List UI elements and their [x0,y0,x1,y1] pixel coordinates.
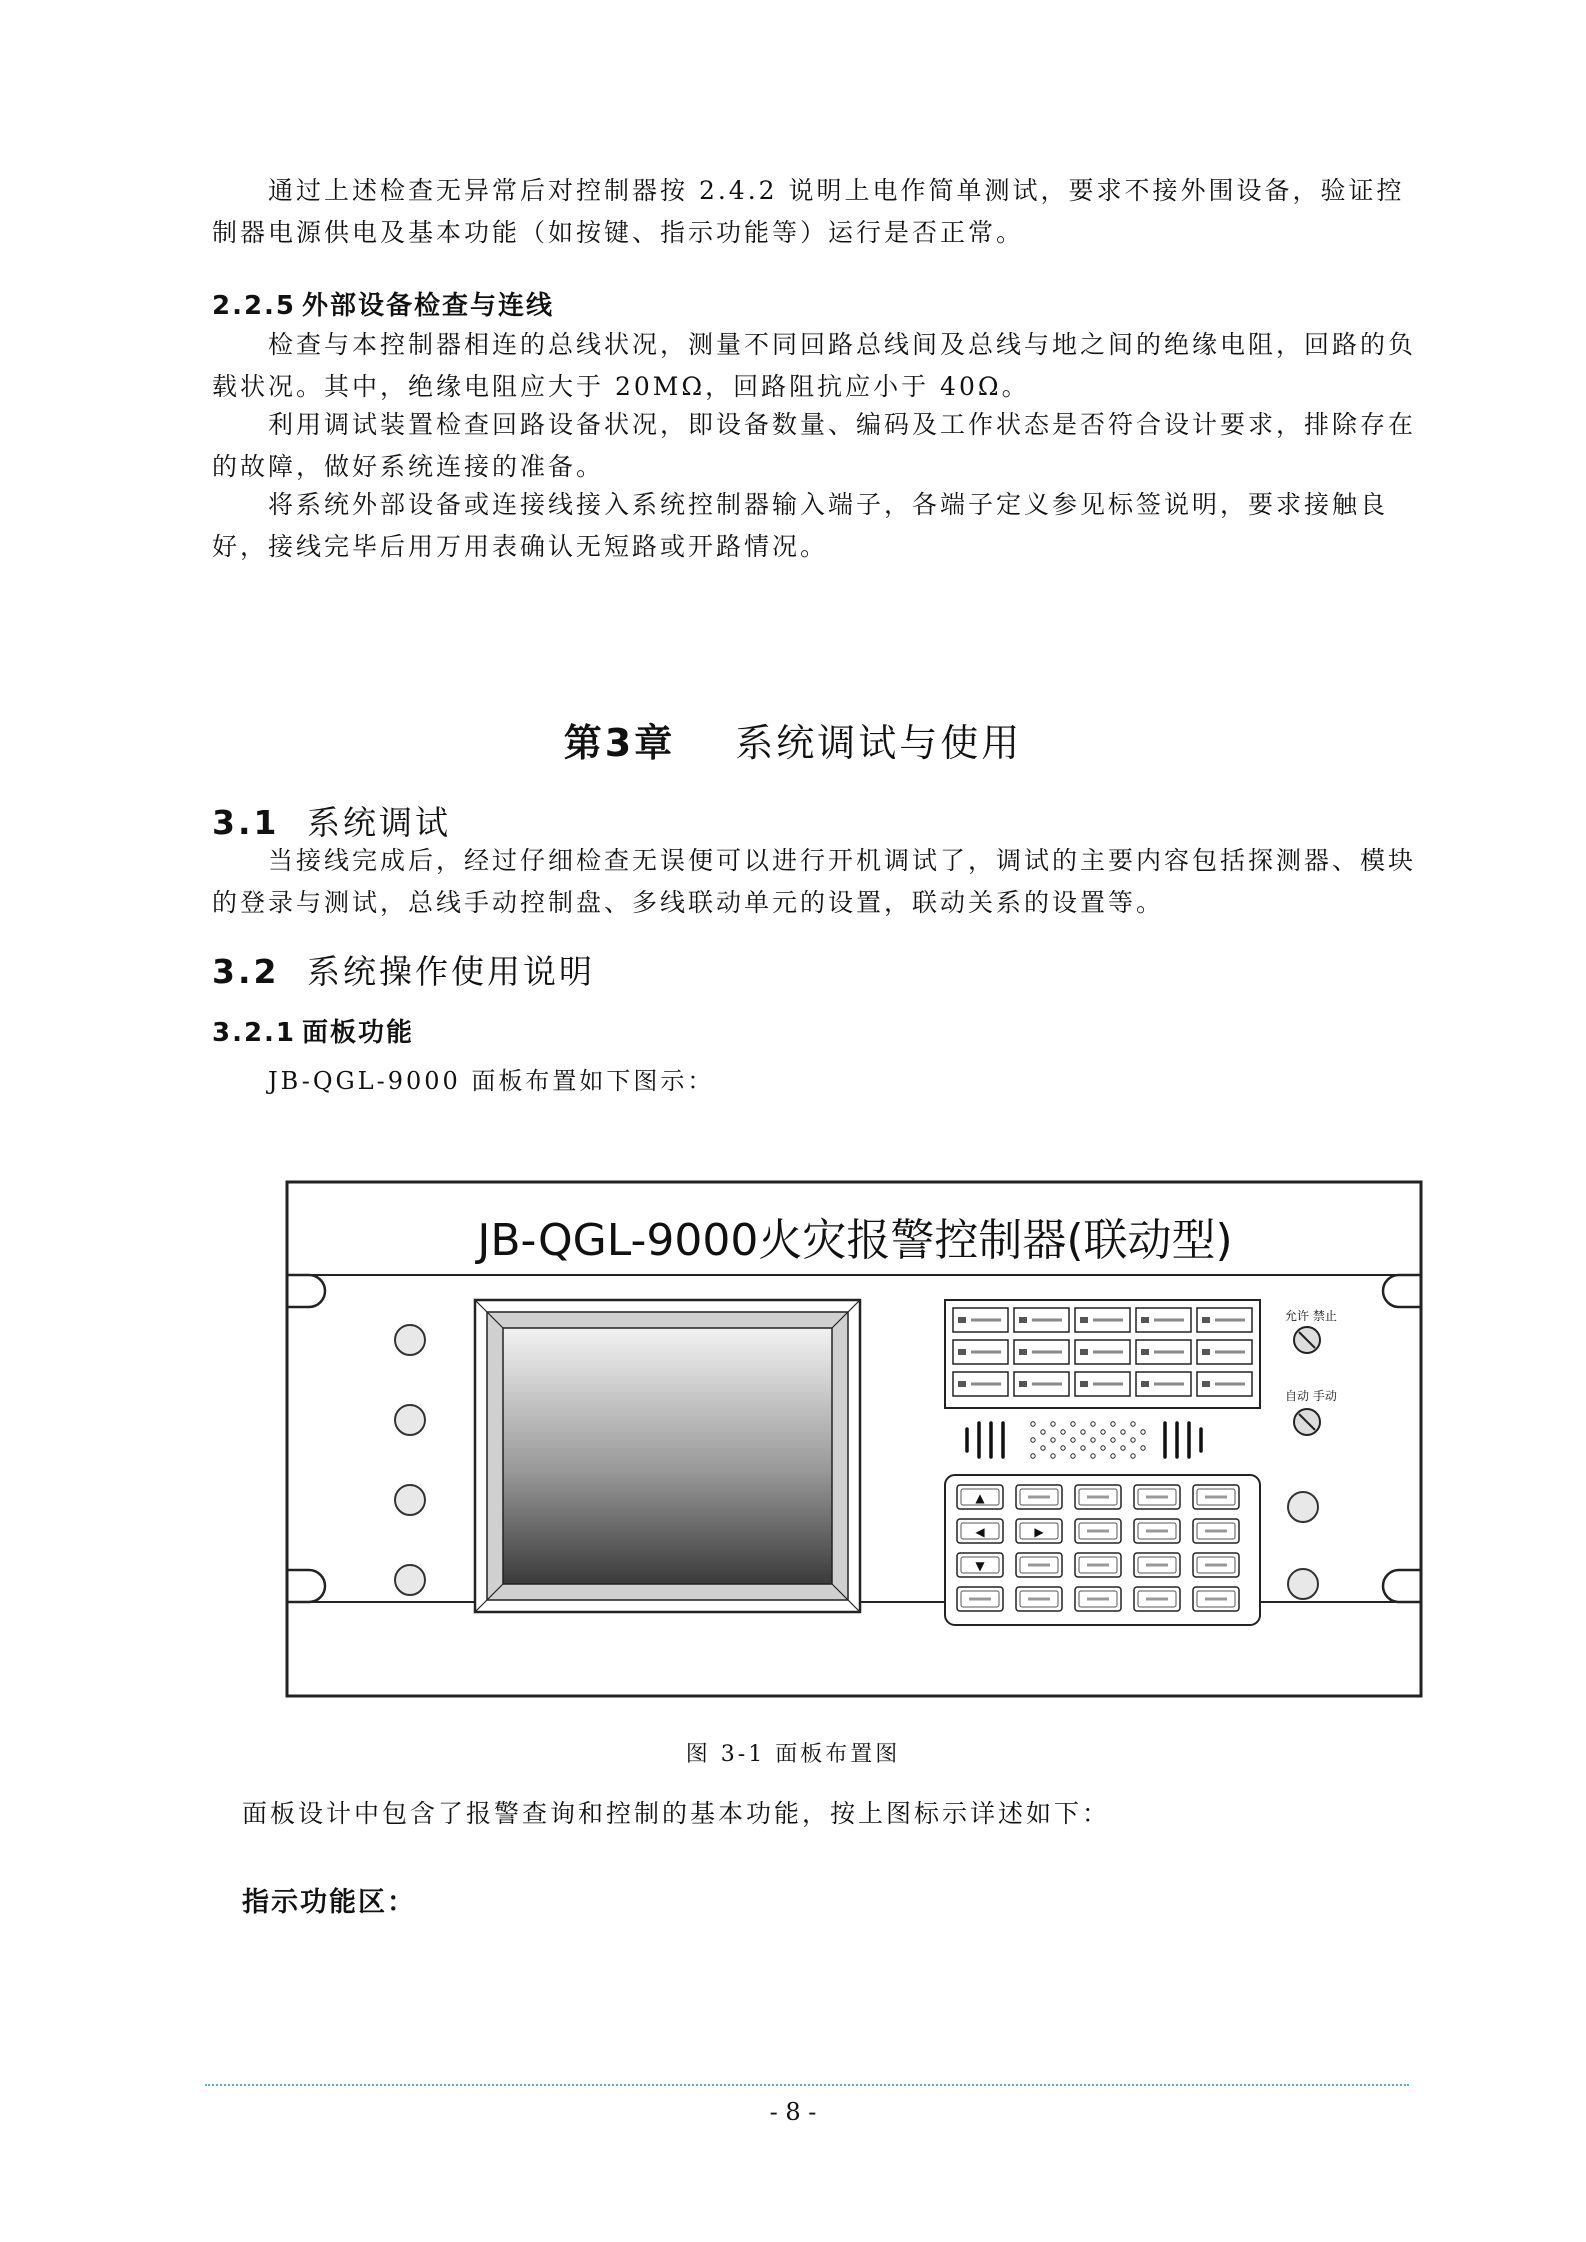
heading-2-2-5 [212,285,554,322]
page-number: - 8 - [769,2098,817,2126]
heading-3-2 [212,946,595,993]
indicator-cell [1075,1340,1130,1364]
paragraph-debug: 当接线完成后，经过仔细检查无误便可以进行开机调试了，调试的主要内容包括探测器、模块的登录与测试，总线手动控制盘、多线联动单元的设置，联动关系的设置等。 [212,846,1417,917]
keypad-key [1016,1519,1062,1543]
keypad-key [1016,1485,1062,1509]
keypad-key [1193,1519,1239,1543]
keypad-key [957,1485,1003,1509]
indicator-cell [1197,1308,1252,1332]
indicator-cell [1075,1372,1130,1396]
keypad-key [957,1519,1003,1543]
heading-number: 3.2 [212,952,280,991]
paragraph-panel-intro: JB-QGL-9000 面板布置如下图示： [268,1067,715,1095]
indicator-lamp [1288,1492,1318,1522]
indicator-lamp [1288,1569,1318,1599]
panel-title: JB-QGL-9000火灾报警控制器(联动型) [477,1215,1233,1266]
heading-number: 2.2.5 [212,291,297,321]
paragraph-loop-check: 利用调试装置检查回路设备状况，即设备数量、编码及工作状态是否符合设计要求，排除存在的故障，做好系统连接的准备。 [212,410,1417,481]
figure-caption: 图 3-1 面板布置图 [685,1742,901,1767]
paragraph-panel-desc: 面板设计中包含了报警查询和控制的基本功能，按上图标示详述如下： [242,1799,1111,1828]
keypad-key [1193,1553,1239,1577]
heading-number: 3.1 [212,803,280,842]
chapter-name: 系统调试与使用 [735,721,1023,765]
heading-title: 外部设备检查与连线 [302,291,555,321]
indicator-cell [1136,1308,1191,1332]
indicator-lamp [395,1325,425,1355]
paragraph-bus-check: 检查与本控制器相连的总线状况，测量不同回路总线间及总线与地之间的绝缘电阻，回路的负载状况。其中，绝缘电阻应大于 20MΩ，回路阻抗应小于 40Ω。 [212,330,1417,401]
keypad-key [1075,1485,1121,1509]
indicator-cell [1197,1340,1252,1364]
chapter-title [0,712,1586,767]
indicator-panel [945,1300,1260,1408]
keypad-key [1075,1553,1121,1577]
indicator-cell [1197,1372,1252,1396]
indicator-cell [953,1308,1008,1332]
indicator-cell [1014,1308,1069,1332]
keypad-key [1134,1485,1180,1509]
keypad-key [1075,1519,1121,1543]
heading-title: 系统操作使用说明 [307,952,595,991]
heading-title: 面板功能 [302,1018,415,1048]
keypad-key [957,1587,1003,1611]
svg-text:▶: ▶ [1034,1525,1044,1539]
svg-text:▲: ▲ [975,1491,985,1505]
panel-figure [285,1180,1425,1700]
heading-indicator-area: 指示功能区： [242,1887,416,1918]
svg-text:▼: ▼ [975,1559,985,1573]
indicator-cell [1014,1372,1069,1396]
indicator-cell [1136,1372,1191,1396]
paragraph-wiring: 将系统外部设备或连接线接入系统控制器输入端子，各端子定义参见标签说明，要求接触良好，接线完毕后用万用表确认无短路或开路情况。 [212,490,1389,561]
chapter-number: 第3章 [563,721,676,765]
keypad-key [1193,1587,1239,1611]
heading-number: 3.2.1 [212,1018,297,1048]
keypad-key [1193,1485,1239,1509]
key-switch-label-1: 允许 禁止 [1285,1309,1337,1323]
footer-rule [205,2084,1409,2086]
indicator-lamp [395,1405,425,1435]
keypad-key [1016,1587,1062,1611]
indicator-cell [1075,1308,1130,1332]
indicator-lamp [395,1485,425,1515]
heading-3-1 [212,797,451,844]
keypad [945,1475,1260,1625]
indicator-lamp [395,1565,425,1595]
keypad-key [1016,1553,1062,1577]
lcd-screen [503,1328,832,1584]
keypad-key [1134,1587,1180,1611]
keypad-key [957,1553,1003,1577]
keypad-key [1134,1519,1180,1543]
indicator-cell [1014,1340,1069,1364]
indicator-cell [1136,1340,1191,1364]
paragraph-power-test: 通过上述检查无异常后对控制器按 2.4.2 说明上电作简单测试，要求不接外围设备，验证控制器电源供电及基本功能（如按键、指示功能等）运行是否正常。 [212,176,1405,247]
svg-text:◀: ◀ [975,1525,985,1539]
indicator-cell [953,1340,1008,1364]
key-switch-label-2: 自动 手动 [1285,1389,1337,1403]
keypad-key [1134,1553,1180,1577]
indicator-cell [953,1372,1008,1396]
heading-3-2-1 [212,1012,414,1049]
heading-title: 系统调试 [307,803,451,842]
keypad-key [1075,1587,1121,1611]
